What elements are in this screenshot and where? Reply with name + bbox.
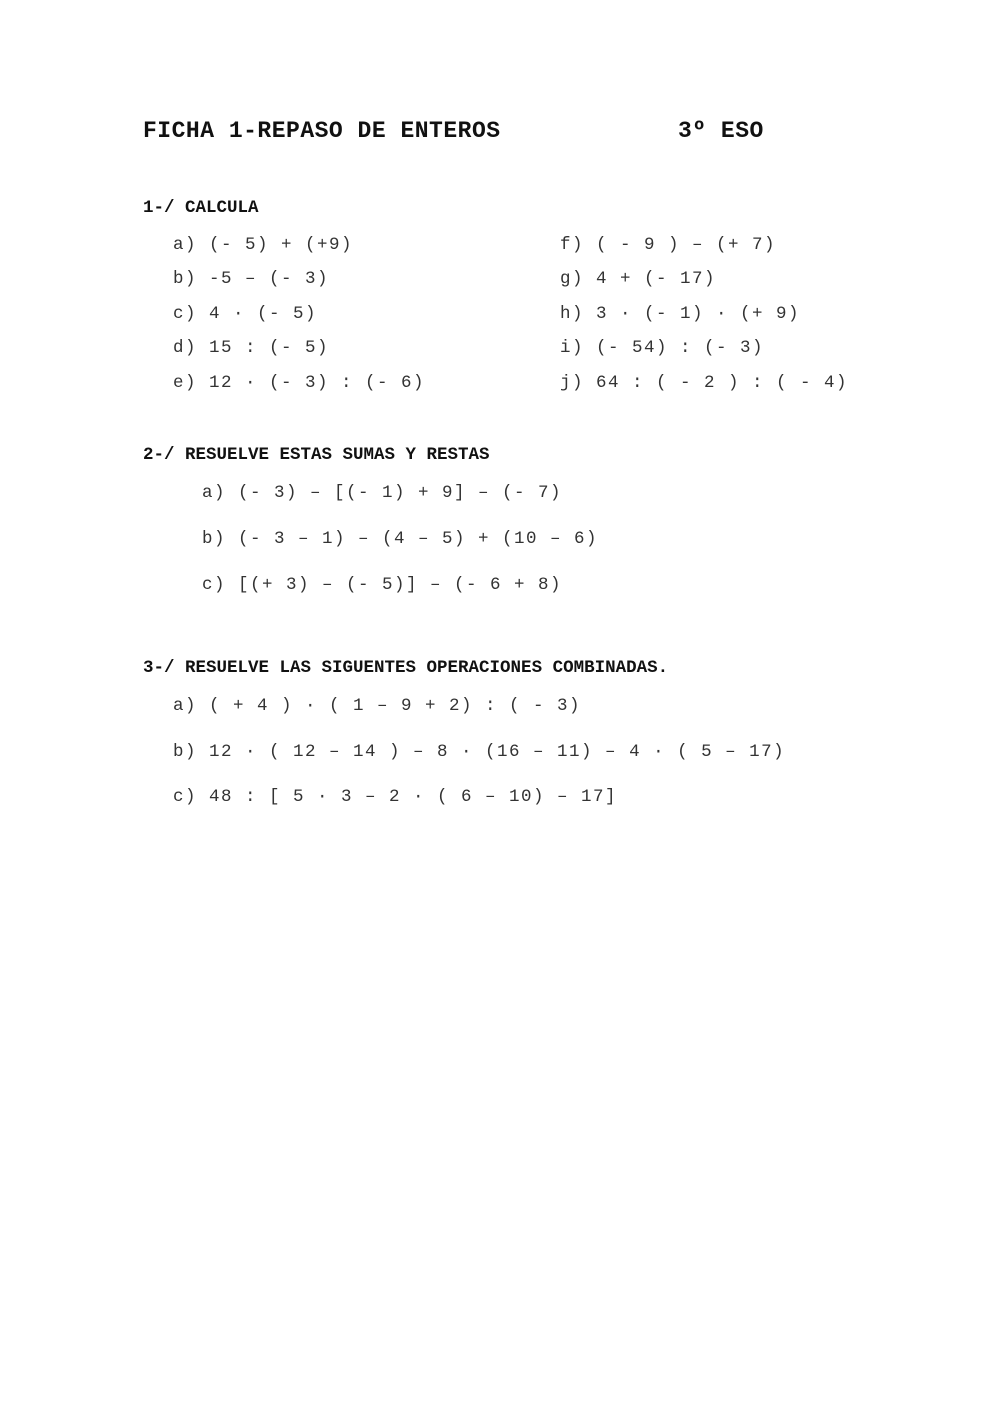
exercise-1d: d) 15 : (- 5) (173, 338, 330, 358)
exercise-2a: a) (- 3) – [(- 1) + 9] – (- 7) (202, 483, 563, 503)
exercise-1a: a) (- 5) + (+9) (173, 235, 354, 255)
exercise-2b: b) (- 3 – 1) – (4 – 5) + (10 – 6) (202, 529, 599, 549)
exercise-1j: j) 64 : ( - 2 ) : ( - 4) (560, 373, 849, 393)
exercise-1f: f) ( - 9 ) – (+ 7) (560, 235, 777, 255)
exercise-1i: i) (- 54) : (- 3) (560, 338, 765, 358)
section2-heading: 2-/ RESUELVE ESTAS SUMAS Y RESTAS (143, 445, 490, 465)
section3-heading: 3-/ RESUELVE LAS SIGUENTES OPERACIONES COMBINADAS. (143, 658, 669, 678)
exercise-1g: g) 4 + (- 17) (560, 269, 717, 289)
page-title: FICHA 1-REPASO DE ENTEROS (143, 118, 501, 144)
grade-level: 3º ESO (678, 118, 764, 144)
exercise-3b: b) 12 · ( 12 – 14 ) – 8 · (16 – 11) – 4 · ( 5 – 17) (173, 742, 786, 762)
exercise-1c: c) 4 · (- 5) (173, 304, 318, 324)
exercise-1b: b) -5 – (- 3) (173, 269, 330, 289)
exercise-3c: c) 48 : [ 5 · 3 – 2 · ( 6 – 10) – 17] (173, 787, 618, 807)
exercise-1h: h) 3 · (- 1) · (+ 9) (560, 304, 801, 324)
exercise-1e: e) 12 · (- 3) : (- 6) (173, 373, 426, 393)
exercise-3a: a) ( + 4 ) · ( 1 – 9 + 2) : ( - 3) (173, 696, 582, 716)
section1-heading: 1-/ CALCULA (143, 198, 259, 218)
exercise-2c: c) [(+ 3) – (- 5)] – (- 6 + 8) (202, 575, 563, 595)
